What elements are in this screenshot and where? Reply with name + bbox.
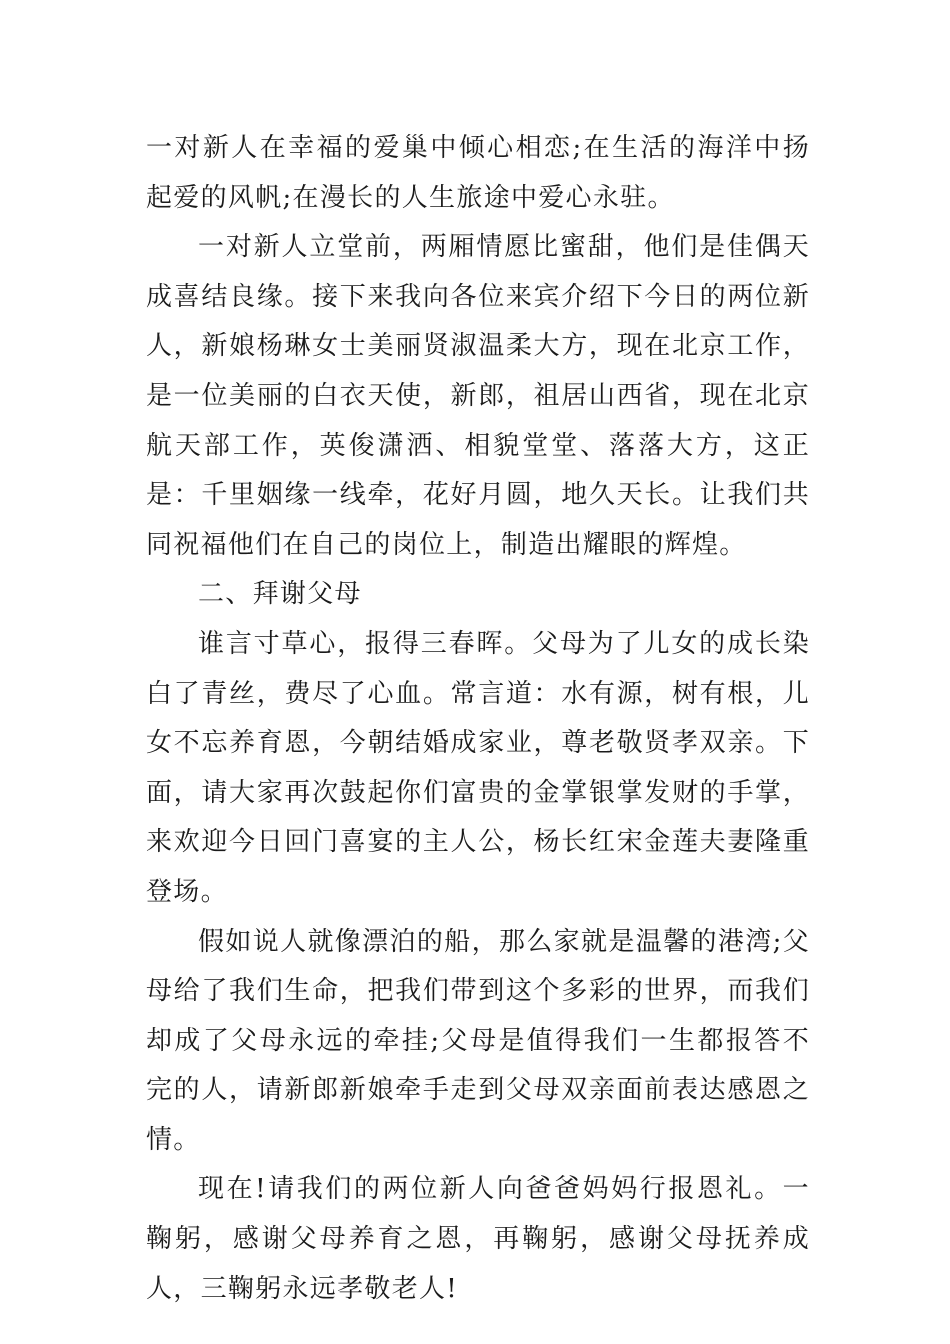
paragraph-couple-introduction: 一对新人立堂前，两厢情愿比蜜甜，他们是佳偶天成喜结良缘。接下来我向各位来宾介绍下今日的两位新人，新娘杨琳女士美丽贤淑温柔大方，现在北京工作，是一位美丽的白衣天使，新郎，祖居山西省，现在北京航天部工作，英俊潇洒、相貌堂堂、落落大方，这正是：千里姻缘一线牵，花好月圆，地久天长。让我们共同祝福他们在自己的岗位上，制造出耀眼的辉煌。: [146, 232, 810, 560]
paragraph-bowing-ceremony: 现在!请我们的两位新人向爸爸妈妈行报恩礼。一鞠躬，感谢父母养育之恩，再鞠躬，感谢父母抚养成人，三鞠躬永远孝敬老人!: [146, 1174, 810, 1304]
section-heading: 二、拜谢父母: [198, 579, 362, 610]
paragraph-family-harbor: 假如说人就像漂泊的船，那么家就是温馨的港湾;父母给了我们生命，把我们带到这个多彩的世界，而我们却成了父母永远的牵挂;父母是值得我们一生都报答不完的人，请新郎新娘牵手走到父母双亲面前表达感恩之情。: [146, 926, 810, 1155]
paragraph-parents-thanks: 谁言寸草心，报得三春晖。父母为了儿女的成长染白了青丝，费尽了心血。常言道：水有源，树有根，儿女不忘养育恩，今朝结婚成家业，尊老敬贤孝双亲。下面，请大家再次鼓起你们富贵的金掌银掌发财的手掌，来欢迎今日回门喜宴的主人公，杨长红宋金莲夫妻隆重登场。: [146, 628, 810, 907]
paragraph-intro-continuation: 一对新人在幸福的爱巢中倾心相恋;在生活的海洋中扬起爱的风帆;在漫长的人生旅途中爱心永驻。: [146, 133, 810, 213]
document-body: [146, 124, 810, 1314]
